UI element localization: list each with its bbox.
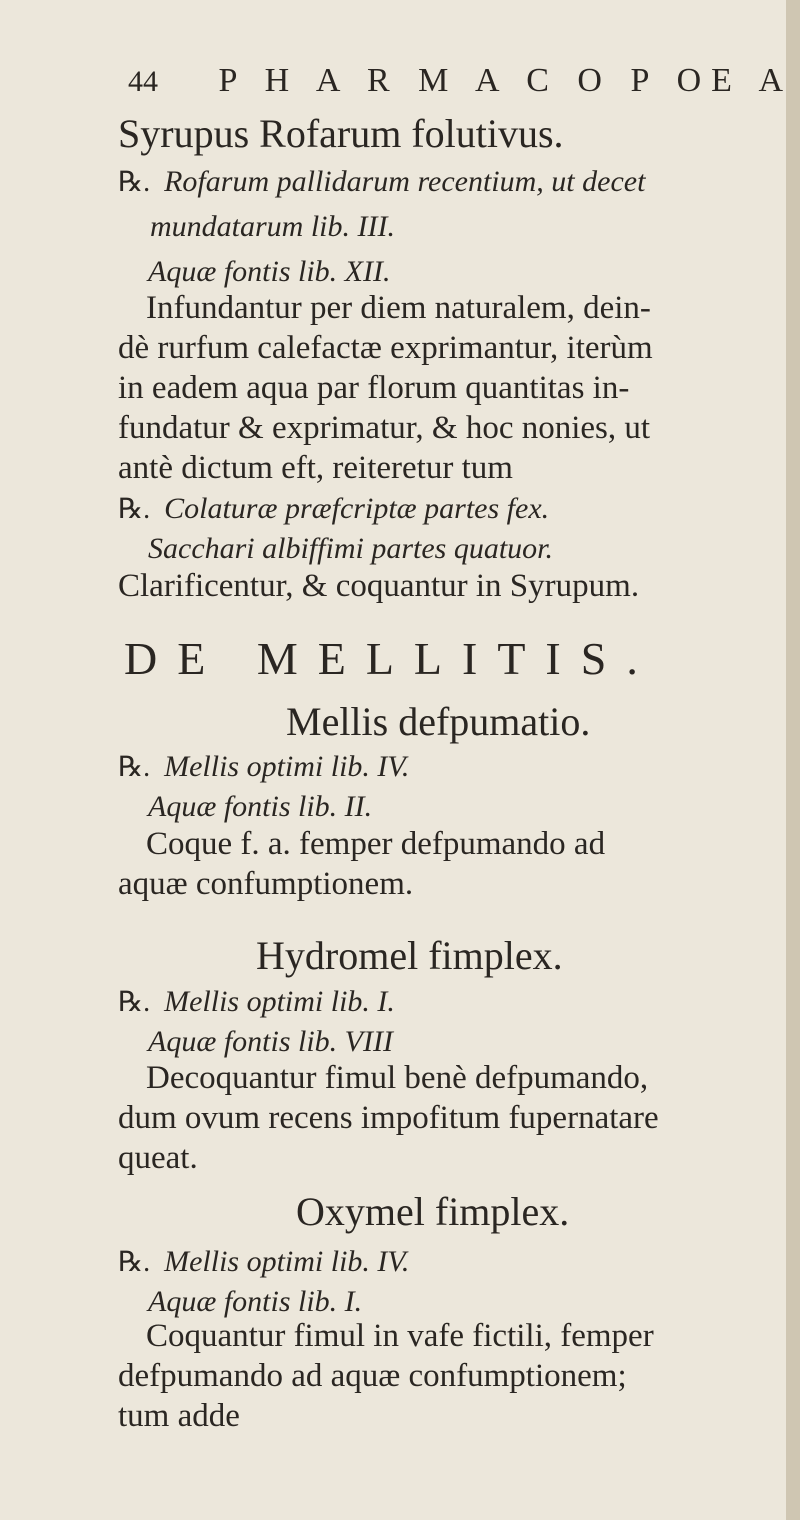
instruction-line: tum adde (118, 1398, 240, 1434)
recipe-symbol: ℞. (118, 987, 151, 1018)
instruction-line: aquæ confumptionem. (118, 866, 414, 902)
instruction-line: defpumando ad aquæ confumptionem; (118, 1358, 627, 1394)
instruction-line: Coquantur fimul in vafe fictili, femper (146, 1318, 654, 1354)
instruction-line: antè dictum eft, reiteretur tum (118, 450, 513, 486)
instruction-line: Clarificentur, & coquantur in Syrupum. (118, 568, 640, 604)
ingredient-line: ℞. Mellis optimi lib. I. (118, 985, 395, 1018)
instruction-line: Infundantur per diem naturalem, dein- (146, 290, 651, 326)
ingredient-line: ℞. Mellis optimi lib. IV. (118, 750, 410, 783)
recipe-symbol: ℞. (118, 167, 151, 198)
instruction-line: queat. (118, 1140, 198, 1176)
running-title: P H A R M A C O P OE A (218, 62, 794, 99)
ingredient-line: Aquæ fontis lib. XII. (148, 255, 391, 288)
instruction-line: in eadem aqua par florum quantitas in- (118, 370, 630, 406)
instruction-line: fundatur & exprimatur, & hoc nonies, ut (118, 410, 651, 446)
ingredient-line: Sacchari albiffimi partes quatuor. (148, 532, 553, 565)
recipe-title: Syrupus Rofarum folutivus. (118, 111, 564, 156)
recipe-symbol: ℞. (118, 1247, 151, 1278)
instruction-line: Coque f. a. femper defpumando ad (146, 826, 606, 862)
ingredient-line: ℞. Mellis optimi lib. IV. (118, 1245, 410, 1278)
ingredient-line: ℞. Rofarum pallidarum recentium, ut decet (118, 165, 646, 198)
recipe-title: Oxymel fimplex. (296, 1189, 570, 1234)
recipe-title: Mellis defpumatio. (286, 699, 591, 744)
recipe-symbol: ℞. (118, 752, 151, 783)
ingredient-line: ℞. Colaturæ præfcriptæ partes fex. (118, 492, 550, 525)
instruction-line: dum ovum recens impofitum fupernatare (118, 1100, 659, 1136)
ingredient-line: Aquæ fontis lib. I. (148, 1285, 363, 1318)
running-header (128, 62, 793, 100)
ingredient-line: mundatarum lib. III. (150, 210, 395, 243)
section-heading: DE MELLITIS. (124, 633, 658, 684)
ingredient-line: Aquæ fontis lib. VIII (148, 1025, 393, 1058)
instruction-line: Decoquantur fimul benè defpumando, (146, 1060, 649, 1096)
page-edge (786, 0, 800, 1520)
recipe-symbol: ℞. (118, 494, 151, 525)
page-number: 44 (128, 65, 158, 98)
ingredient-line: Aquæ fontis lib. II. (148, 790, 373, 823)
recipe-title: Hydromel fimplex. (256, 933, 563, 978)
instruction-line: dè rurfum calefactæ exprimantur, iterùm (118, 330, 653, 366)
